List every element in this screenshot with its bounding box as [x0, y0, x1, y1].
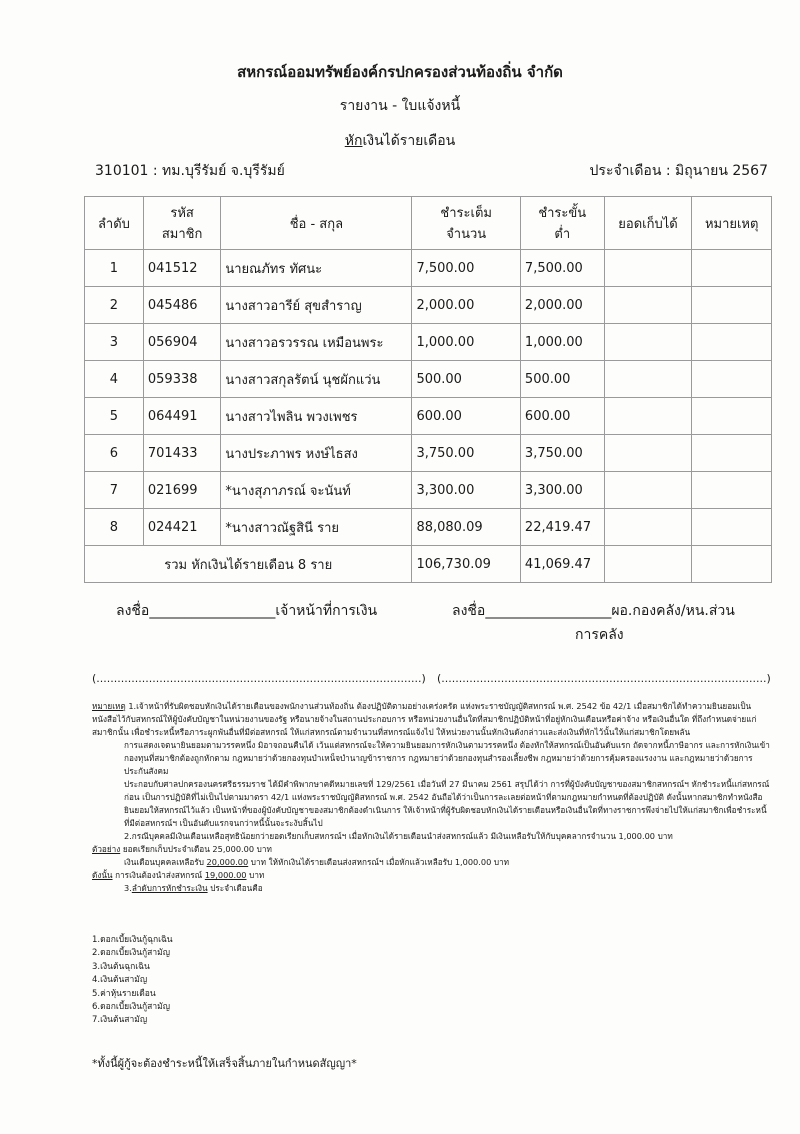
table-row — [85, 250, 772, 287]
header-text-line: สมาชิก — [161, 227, 203, 242]
row-min-payment: 3,750.00 — [520, 435, 604, 472]
order-item: 7.เงินต้นสามัญ — [92, 1015, 148, 1026]
header-no — [85, 197, 144, 250]
header-name — [221, 197, 412, 250]
row-no: 5 — [85, 398, 144, 435]
row-collected — [604, 287, 692, 324]
row-remark — [692, 472, 772, 509]
signature-director-line2: การคลัง — [575, 627, 624, 643]
table-row — [85, 509, 772, 546]
row-member-id: 021699 — [143, 472, 220, 509]
header-text-line: ชำระขั้น — [538, 206, 587, 221]
row-collected — [604, 398, 692, 435]
final-note: *ทั้งนี้ผู้กู้จะต้องชำระหนี้ให้เสร็จสิ้นภายในกำหนดสัญญา* — [92, 1057, 357, 1070]
deduction-order-list — [92, 934, 173, 1028]
table-row — [85, 472, 772, 509]
row-full-payment: 600.00 — [412, 398, 520, 435]
remark-1b: การแสดงเจตนายินยอมตามวรรคหนึ่ง มิอาจถอนคืนได้ เว้นแต่สหกรณ์จะให้ความยินยอมการหักเงินตามวรรคหนึ่ง ต้องหักให้สหกรณ์เป็นอันดับแรก ถัดจากหนี้ภาษีอากร และการหักเงินเข้ากองทุนที่สมาชิกต้องถูกหักตาม กฎหมายว่าด้วยกองทุนบำเหน็จบำนาญข้าราชการ กฎหมายว่าด้วยกองทุนสำรองเลี้ยงชีพ กฎหมายว่าด้วยการคุ้มครองแรงงาน และกฎหมายว่าด้วยการประกันสังคม — [124, 740, 770, 776]
example-line-2: เงินเดือนบุคคลเหลือรับ 20,000.00 บาท ให้หักเงินได้รายเดือนส่งสหกรณ์ฯ เมื่อหักแล้วเหลือรับ 1,000.00 บาท — [124, 857, 510, 867]
table-row — [85, 324, 772, 361]
period: ประจำเดือน : มิถุนายน 2567 — [589, 163, 768, 179]
row-name: นางประภาพร หงษ์ไธสง — [221, 435, 412, 472]
row-min-payment: 3,300.00 — [520, 472, 604, 509]
row-collected — [604, 435, 692, 472]
header-text-line: หมายเหตุ — [704, 216, 759, 232]
header-text-line: จำนวน — [446, 227, 487, 242]
row-full-payment: 3,750.00 — [412, 435, 520, 472]
row-collected — [604, 509, 692, 546]
row-no: 6 — [85, 435, 144, 472]
remarks-section — [92, 700, 770, 895]
row-member-id: 041512 — [143, 250, 220, 287]
row-no: 8 — [85, 509, 144, 546]
header-text-line: รหัส — [170, 206, 194, 221]
row-collected — [604, 324, 692, 361]
row-min-payment: 500.00 — [520, 361, 604, 398]
branch-code: 310101 : ทม.บุรีรัมย์ จ.บุรีรัมย์ — [95, 163, 285, 179]
row-member-id: 056904 — [143, 324, 220, 361]
row-remark — [692, 435, 772, 472]
row-full-payment: 1,000.00 — [412, 324, 520, 361]
remark-3: 3.ลำดับการหักชำระเงิน ประจำเดือนคือ — [124, 883, 263, 893]
header-remark — [692, 197, 772, 250]
row-member-id: 024421 — [143, 509, 220, 546]
table-header-row — [85, 197, 772, 250]
row-full-payment: 2,000.00 — [412, 287, 520, 324]
row-remark — [692, 324, 772, 361]
row-collected — [604, 250, 692, 287]
row-remark — [692, 287, 772, 324]
remark-1: หมายเหตุ 1.เจ้าหน้าที่รับผิดชอบหักเงินได้รายเดือนของพนักงานส่วนท้องถิ่น ต้องปฏิบัติตามอย่างเคร่งครัด แห่งพระราชบัญญัติสหกรณ์ พ.ศ. 2542 ข้อ 42/1 เมื่อสมาชิกได้ทำความยินยอมเป็นหนังสือไว้กับสหกรณ์ให้ผู้บังคับบัญชาในหน่วยงานของรัฐ หรือนายจ้างในสถานประกอบการ หรือหน่วยงานอื่นใดที่สมาชิกปฏิบัติหน้าที่อยู่หักเงินเดือนหรือค่าจ้าง หรือเงินอื่นใด ที่ถึงกำหนดจ่ายแก่สมาชิกนั้น เพื่อชำระหนี้หรือภาระผูกพันอื่นที่มีต่อสหกรณ์ ให้แก่สหกรณ์ตามจำนวนที่สหกรณ์แจ้งไป ให้หน่วยงานนั้นหักเงินดังกล่าวและส่งเงินที่หักไว้นั้นให้แก่สมาชิกโดยพลัน — [92, 701, 757, 737]
row-full-payment: 3,300.00 — [412, 472, 520, 509]
order-item: 3.เงินต้นฉุกเฉิน — [92, 961, 150, 972]
header-min-payment — [520, 197, 604, 250]
total-label: รวม หักเงินได้รายเดือน 8 ราย — [85, 546, 412, 583]
header-full-payment — [412, 197, 520, 250]
row-full-payment: 500.00 — [412, 361, 520, 398]
row-name: นางสาวสกุลรัตน์ นุชผักแว่น — [221, 361, 412, 398]
signature-finance-officer: ลงชื่อ__________________เจ้าหน้าที่การเงิน — [116, 603, 378, 619]
row-no: 7 — [85, 472, 144, 509]
row-min-payment: 1,000.00 — [520, 324, 604, 361]
row-name: นายณภัทร ทัศนะ — [221, 250, 412, 287]
table-row — [85, 361, 772, 398]
row-no: 3 — [85, 324, 144, 361]
row-remark — [692, 250, 772, 287]
total-collected — [604, 546, 692, 583]
signature-director: ลงชื่อ__________________ผอ.กองคลัง/หน.ส่วน — [452, 603, 735, 619]
row-min-payment: 600.00 — [520, 398, 604, 435]
billing-table — [84, 196, 772, 583]
name-bracket-left: (.............................................................................................) — [92, 672, 426, 685]
remark-1c: ประกอบกับศาลปกครองนครศรีธรรมราช ได้มีคำพิพากษาคดีหมายเลขที่ 129/2561 เมื่อวันที่ 27 มีนาคม 2561 สรุปได้ว่า การที่ผู้บังคับบัญชาของสมาชิกสหกรณ์ฯ หักชำระหนี้แก่สหกรณ์ก่อน เป็นการปฏิบัติที่ไม่เป็นไปตามมาตรา 42/1 แห่งพระราชบัญญัติสหกรณ์ พ.ศ. 2542 อันถือได้ว่าเป็นการละเลยต่อหน้าที่ตามกฎหมายกำหนดที่ต้องปฏิบัติ ดังนั้นหากสมาชิกทำหนังสือยินยอมให้สหกรณ์ไว้แล้ว เป็นหน้าที่ของผู้บังคับบัญชาของสมาชิกต้องดำเนินการ ให้เจ้าหน้าที่ผู้รับผิดชอบหักเงินได้รายเดือนหรือเงินอื่นใดที่ทางราชการพึงจ่ายไปให้แก่สมาชิกเพื่อชำระหนี้ที่มีต่อสหกรณ์ฯ เป็นอันดับแรกจนกว่าหนี้นั้นจะระงับสิ้นไป — [124, 779, 770, 828]
row-full-payment: 88,080.09 — [412, 509, 520, 546]
total-row — [85, 546, 772, 583]
row-remark — [692, 509, 772, 546]
row-member-id: 701433 — [143, 435, 220, 472]
row-full-payment: 7,500.00 — [412, 250, 520, 287]
remark-2: 2.กรณีบุคคลมีเงินเดือนเหลือสุทธิน้อยกว่ายอดเรียกเก็บสหกรณ์ฯ เมื่อหักเงินได้รายเดือนนำส่งสหกรณ์แล้ว มีเงินเหลือรับให้กับบุคคลากรจำนวน 1,000.00 บาท — [124, 831, 673, 841]
table-row — [85, 435, 772, 472]
remark-label: หมายเหตุ — [92, 701, 126, 711]
example-line-1: ตัวอย่าง ยอดเรียกเก็บประจำเดือน 25,000.00 บาท — [92, 844, 272, 854]
order-item: 1.ดอกเบี้ยเงินกู้ฉุกเฉิน — [92, 935, 173, 945]
header-text-line: ชำระเต็ม — [440, 206, 492, 221]
deduction-prefix: หัก — [344, 133, 363, 149]
row-name: นางสาวอารีย์ สุขสำราญ — [221, 287, 412, 324]
name-bracket-right: (.............................................................................................) — [437, 672, 771, 685]
row-name: *นางสาวณัฐสินี ราย — [221, 509, 412, 546]
header-text-line: ลำดับ — [97, 216, 130, 232]
order-item: 4.เงินต้นสามัญ — [92, 975, 148, 986]
row-no: 4 — [85, 361, 144, 398]
row-remark — [692, 361, 772, 398]
row-collected — [604, 361, 692, 398]
header-text-line: ต่ำ — [554, 227, 571, 242]
row-member-id: 064491 — [143, 398, 220, 435]
row-no: 1 — [85, 250, 144, 287]
header-text-line: ชื่อ - สกุล — [289, 216, 344, 232]
row-name: นางสาวไพลิน พวงเพชร — [221, 398, 412, 435]
total-full-payment: 106,730.09 — [412, 546, 520, 583]
row-min-payment: 7,500.00 — [520, 250, 604, 287]
total-remark — [692, 546, 772, 583]
row-member-id: 045486 — [143, 287, 220, 324]
row-no: 2 — [85, 287, 144, 324]
table-row — [85, 287, 772, 324]
header-member-id — [143, 197, 220, 250]
report-title: รายงาน - ใบแจ้งหนี้ — [339, 98, 461, 114]
total-min-payment: 41,069.47 — [520, 546, 604, 583]
order-item: 5.ค่าหุ้นรายเดือน — [92, 988, 156, 999]
row-remark — [692, 398, 772, 435]
therefore-line: ดังนั้น การเงินต้องนำส่งสหกรณ์ 19,000.00 บาท — [92, 870, 265, 880]
row-member-id: 059338 — [143, 361, 220, 398]
order-item: 2.ดอกเบี้ยเงินกู้สามัญ — [92, 948, 170, 959]
row-name: นางสาวอรวรรณ เหมือนพระ — [221, 324, 412, 361]
org-name: สหกรณ์ออมทรัพย์องค์กรปกครองส่วนท้องถิ่น จำกัด — [237, 63, 563, 81]
deduction-title — [0, 130, 800, 152]
row-collected — [604, 472, 692, 509]
header-collected — [604, 197, 692, 250]
table-row — [85, 398, 772, 435]
deduction-rest: เงินได้รายเดือน — [362, 133, 456, 149]
order-item: 6.ดอกเบี้ยเงินกู้สามัญ — [92, 1002, 170, 1013]
row-name: *นางสุภาภรณ์ จะนันท์ — [221, 472, 412, 509]
row-min-payment: 2,000.00 — [520, 287, 604, 324]
row-min-payment: 22,419.47 — [520, 509, 604, 546]
header-text-line: ยอดเก็บได้ — [618, 216, 678, 232]
